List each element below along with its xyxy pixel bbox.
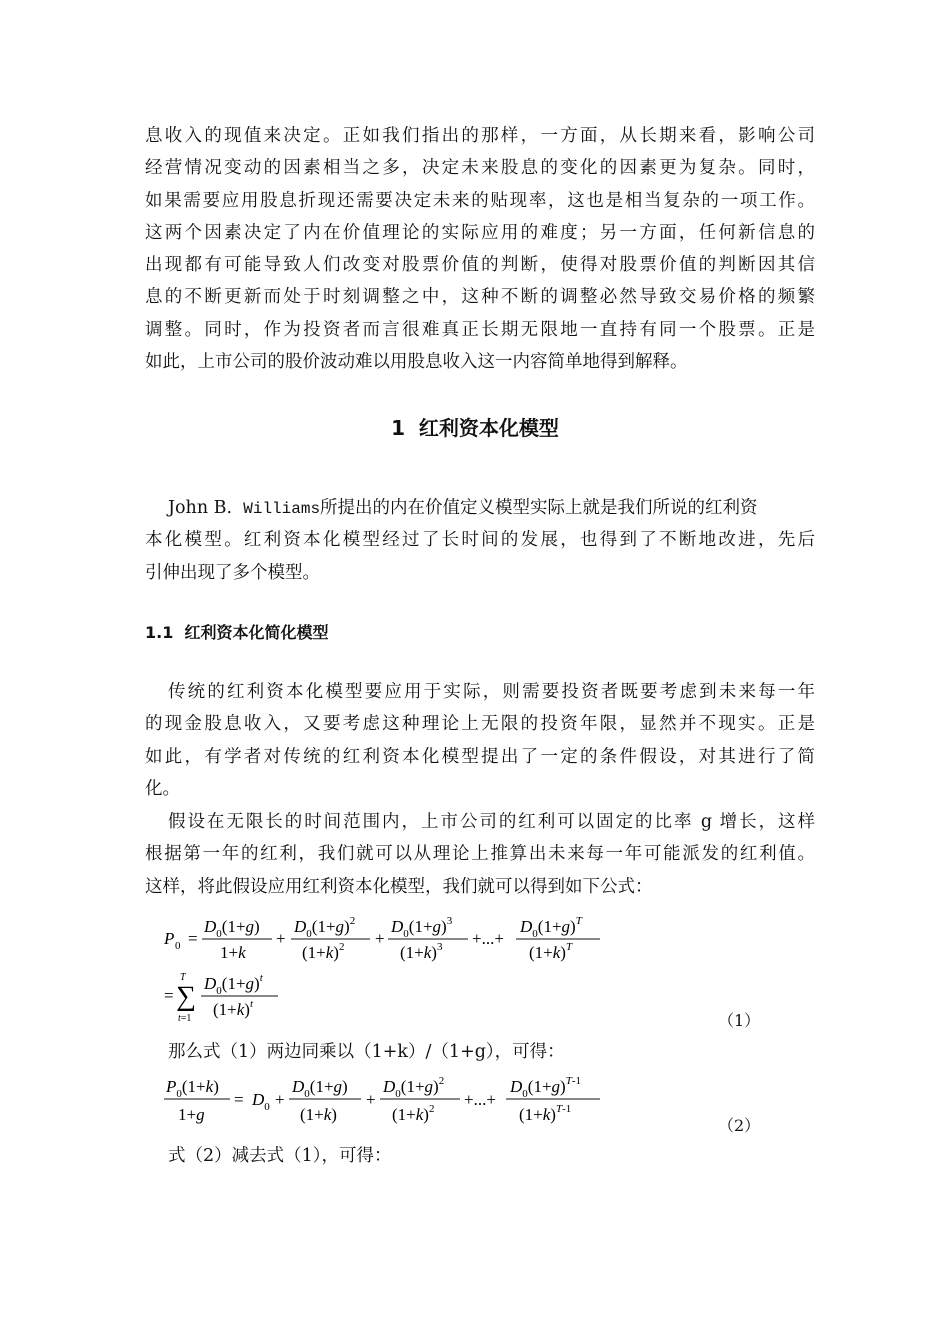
svg-text:D0(1+g): $D_0(1+g)$ [292, 1077, 348, 1100]
svg-text:1+k: 1+k [220, 943, 246, 962]
text-line: 这两个因素决定了内在价值理论的实际应用的难度；另一方面，任何新信息的 [145, 222, 815, 243]
svg-text:∑: ∑ [176, 981, 196, 1012]
text-line: 经营情况变动的因素相当之多，决定未来股息的变化的因素更为复杂。同时， [145, 158, 815, 179]
text-line: 化。 [145, 778, 180, 799]
equation-1 [158, 908, 618, 1026]
subsection-heading [145, 620, 329, 643]
author-name: John B. [168, 498, 233, 518]
text-line: 假设在无限长的时间范围内，上市公司的红利可以固定的比率 g 增长，这样 [168, 812, 815, 832]
text-line: 出现都有可能导致人们改变对股票价值的判断，使得对股票价值的判断因其信 [145, 255, 815, 276]
author-surname: Williams [243, 500, 321, 518]
svg-text:=: = [188, 929, 198, 948]
section1-paragraph [145, 492, 815, 589]
equation-1-number: （1） [718, 1011, 761, 1030]
text-line: 这样，将此假设应用红利资本化模型，我们就可以得到如下公式： [145, 876, 653, 897]
svg-text:D0(1+g)T-1: $D_0(1+g)^{T-1}$ [510, 1075, 581, 1100]
equation-connector-text [145, 1036, 815, 1068]
svg-text:D0(1+g)2: $D_0(1+g)^2$ [294, 915, 356, 940]
svg-text:D0(1+g)t: $D_0(1+g)^t$ [204, 972, 263, 997]
svg-text:(1+k)t: $(1+k)^t$ [213, 998, 254, 1019]
section-number: 1 [391, 416, 405, 440]
text-line: John B. Williams所提出的内在价值定义模型实际上就是我们所说的红利资 [168, 498, 758, 518]
equation-followup-text [145, 1140, 815, 1172]
svg-text:(1+k)2: $(1+k)^2$ [302, 941, 345, 962]
svg-text:D0(1+g)2: $D_0(1+g)^2$ [383, 1075, 445, 1100]
section-title: 红利资本化模型 [418, 416, 559, 440]
svg-text:D0(1+g)3: $D_0(1+g)^3$ [391, 915, 453, 940]
svg-text:=: = [164, 986, 174, 1005]
subsection-title: 红利资本化简化模型 [184, 623, 329, 642]
svg-text:1+g: 1+g [178, 1105, 205, 1124]
text-line: 本化模型。红利资本化模型经过了长时间的发展，也得到了不断地改进，先后 [145, 530, 815, 551]
svg-text:+: + [275, 1090, 285, 1109]
text-line: 的现金股息收入，又要考虑这种理论上无限的投资年限，显然并不现实。正是 [145, 714, 815, 735]
svg-text:+: + [366, 1090, 376, 1109]
text-line: 息的不断更新而处于时刻调整之中，这种不断的调整必然导致交易价格的频繁 [145, 287, 815, 308]
svg-text:(1+k)3: $(1+k)^3$ [400, 941, 443, 962]
section-heading [0, 412, 950, 441]
intro-paragraph [145, 120, 815, 378]
subsection-paragraph-1 [145, 676, 815, 805]
subsection-number: 1.1 [145, 623, 174, 642]
svg-text:(1+k): (1+k) [300, 1105, 337, 1124]
text-line: 传统的红利资本化模型要应用于实际，则需要投资者既要考虑到未来每一年 [168, 682, 815, 702]
svg-text:(1+k)T: $(1+k)^T$ [529, 941, 573, 962]
subsection-paragraph-2 [145, 806, 815, 903]
text-line: 如此，上市公司的股价波动难以用股息收入这一内容简单地得到解释。 [145, 352, 688, 373]
svg-text:+: + [276, 929, 286, 948]
svg-text:D0(1+g)T: $D_0(1+g)^T$ [520, 915, 582, 940]
equation-2-number: （2） [718, 1116, 761, 1135]
text-line: 息收入的现值来决定。正如我们指出的那样，一方面，从长期来看，影响公司 [145, 126, 815, 146]
svg-text:+: + [375, 929, 385, 948]
equation-2 [158, 1070, 618, 1134]
text-line: 调整。同时，作为投资者而言很难真正长期无限地一直持有同一个股票。正是 [145, 319, 815, 340]
svg-text:+...+: +...+ [464, 1090, 496, 1109]
text-line: 根据第一年的红利，我们就可以从理论上推算出未来每一年可能派发的红利值。 [145, 844, 815, 865]
svg-text:P: P [164, 929, 175, 948]
svg-text:+...+: +...+ [472, 929, 504, 948]
svg-text:T: T [180, 972, 186, 983]
svg-text:(1+k)2: $(1+k)^2$ [392, 1103, 435, 1124]
text-line: 引伸出现了多个模型。 [145, 562, 320, 583]
text-line: 式（2）减去式（1），可得： [168, 1146, 392, 1166]
text-line: 如此，有学者对传统的红利资本化模型提出了一定的条件假设，对其进行了简 [145, 746, 815, 767]
svg-text:(1+k)T-1: $(1+k)^{T-1}$ [519, 1103, 572, 1124]
svg-text:D0(1+g): $D_0(1+g)$ [204, 917, 260, 940]
svg-text:t=1: t=1 [178, 1013, 192, 1024]
text-line: 那么式（1）两边同乘以（1+k）/（1+g），可得： [168, 1042, 565, 1062]
svg-text:P0(1+k): $P_0(1+k)$ [166, 1077, 219, 1100]
text-line: 如果需要应用股息折现还需要决定未来的贴现率，这也是相当复杂的一项工作。 [145, 190, 815, 211]
svg-text:=: = [234, 1090, 244, 1109]
svg-text:D0: $D_0$ [252, 1090, 270, 1113]
svg-text:0: 0 [175, 940, 181, 952]
